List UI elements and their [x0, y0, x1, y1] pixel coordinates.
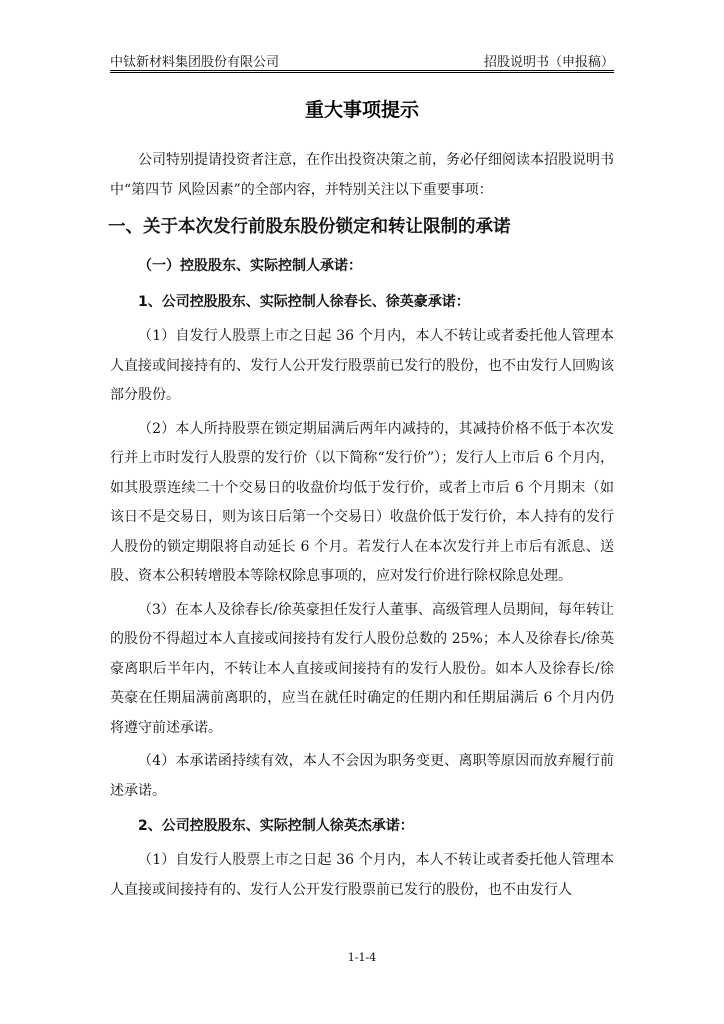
document-body [110, 146, 614, 905]
header-rule-double [110, 72, 614, 73]
page-title: 重大事项提示 [304, 99, 419, 121]
header-company-name: 中钛新材料集团股份有限公司 [110, 55, 280, 70]
paragraph: （4）本承诺函持续有效，本人不会因为职务变更、离职等原因而放弃履行前述承诺。 [110, 753, 614, 799]
page-number: 1-1-4 [347, 951, 377, 964]
header-document-type: 招股说明书（申报稿） [483, 55, 614, 70]
paragraph: （3）在本人及徐春长/徐英豪担任发行人董事、高级管理人员期间，每年转让的股份不得超过本人直接或间接持有发行人股份总数的 25%；本人及徐春长/徐英豪离职后半年内，不转让本人直接或间接持有的发行人股份。如本人及徐春长/徐英豪在任期届满前离职的，应当在就任时确定的任期内和任期届满后 6 个月内仍将遵守前述承诺。 [110, 601, 614, 736]
subsection-heading: （一）控股股东、实际控制人承诺： [138, 258, 362, 274]
section-heading: 一、关于本次发行前股东股份锁定和转让限制的承诺 [108, 217, 511, 237]
paragraph: （1）自发行人股票上市之日起 36 个月内，本人不转让或者委托他人管理本人直接或间接持有的、发行人公开发行股票前已发行的股份，也不由发行人 [110, 852, 614, 898]
paragraph: （1）自发行人股票上市之日起 36 个月内，本人不转让或者委托他人管理本人直接或间接持有的、发行人公开发行股票前已发行的股份，也不由发行人回购该部分股份。 [110, 328, 614, 403]
intro-paragraph: 公司特别提请投资者注意，在作出投资决策之前，务必仔细阅读本招股说明书中“第四节 风险因素”的全部内容，并特别关注以下重要事项： [110, 152, 614, 198]
header-rule [110, 70, 614, 71]
item-heading: 2、公司控股股东、实际控制人徐英杰承诺： [138, 818, 414, 834]
item-heading: 1、公司控股股东、实际控制人徐春长、徐英豪承诺： [138, 294, 470, 310]
paragraph: （2）本人所持股票在锁定期届满后两年内减持的，其减持价格不低于本次发行并上市时发行人股票的发行价（以下简称“发行价”）；发行人上市后 6 个月内，如其股票连续二十个交易日的收盘价均低于发行价，或者上市后 6 个月期末（如该日不是交易日，则为该日后第一个交易日）收盘价低于发行价，本人持有的发行人股份的锁定期限将自动延长 6 个月。若发行人在本次发行并上市后有派息、送股、资本公积转增股本等除权除息事项的，应对发行价进行除权除息处理。 [110, 420, 614, 584]
